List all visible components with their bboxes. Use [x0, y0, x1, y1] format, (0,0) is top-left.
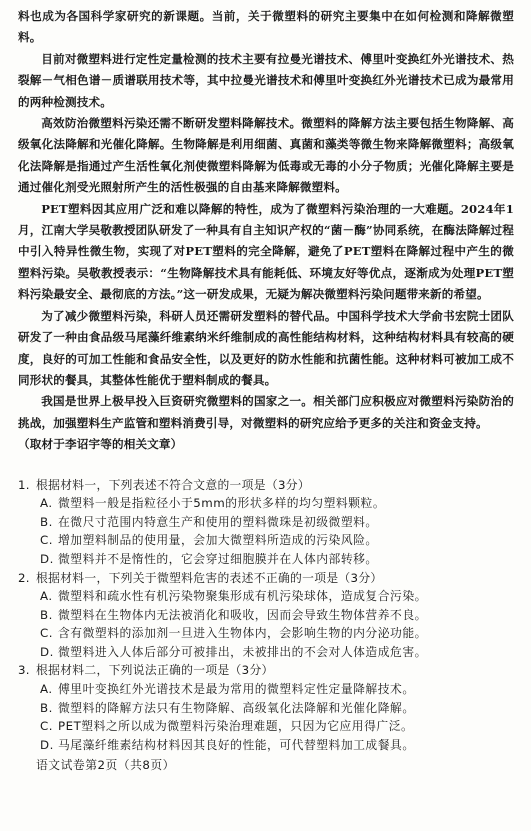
- question-1: [18, 476, 514, 569]
- option-b[interactable]: B. 微塑料的降解方法只有生物降解、高级氧化法降解和光催化降解。: [40, 700, 415, 715]
- option-c[interactable]: C. 增加塑料制品的使用量，会加大微塑料所造成的污染风险。: [40, 533, 378, 548]
- passage-paragraph-3: 高效防治微塑料污染还需不断研发塑料降解技术。微塑料的降解方法主要包括生物降解、高级氧化法降解和光催化降解。生物降解是利用细菌、真菌和藻类等微生物来降解微塑料；高级氧化法降解是指通过产生活性氧化剂使微塑料降解为低毒或无毒的小分子物质；光催化降解主要是通过催化剂受光照射所产生的活性极强的自由基来降解微塑料。: [18, 116, 514, 195]
- question-3: [18, 661, 514, 754]
- passage-paragraph-1: 料也成为各国科学家研究的新课题。当前，关于微塑料的研究主要集中在如何检测和降解微塑料。: [18, 9, 514, 45]
- option-d[interactable]: D. 马尾藻纤维素结构材料因其良好的性能，可代替塑料加工成餐具。: [40, 737, 415, 752]
- option-b[interactable]: B. 在微尺寸范围内特意生产和使用的塑料微珠是初级微塑料。: [40, 514, 378, 529]
- question-2: [18, 569, 514, 662]
- question-number: 3.: [18, 663, 30, 678]
- option-a[interactable]: A. 微塑料一般是指粒径小于5mm的形状多样的均匀塑料颗粒。: [40, 496, 386, 511]
- option-c[interactable]: C. 含有微塑料的添加剂一旦进入生物体内，会影响生物的内分泌功能。: [40, 626, 427, 641]
- question-stem: [18, 569, 514, 588]
- option-a[interactable]: A. 傅里叶变换红外光谱技术是最为常用的微塑料定性定量降解技术。: [40, 682, 415, 697]
- exam-page: [18, 6, 514, 775]
- question-text: 根据材料二，下列说法正确的一项是（3分）: [36, 663, 274, 678]
- option-a[interactable]: A. 微塑料和疏水性有机污染物聚集形成有机污染球体，造成复合污染。: [40, 589, 427, 604]
- question-stem: [18, 476, 514, 495]
- option-d[interactable]: D. 微塑料进入人体后部分可被排出，未被排出的不会对人体造成危害。: [40, 644, 427, 659]
- question-stem: [18, 661, 514, 680]
- question-number: 2.: [18, 570, 30, 585]
- question-text: 根据材料一，下列关于微塑料危害的表述不正确的一项是（3分）: [36, 570, 383, 585]
- question-list: [18, 476, 514, 755]
- reading-passage: [18, 6, 514, 456]
- option-d[interactable]: D. 微塑料并不是惰性的，它会穿过细胞膜并在人体内部转移。: [40, 551, 378, 566]
- page-footer: 语文试卷第2页（共8页）: [36, 758, 175, 773]
- question-text: 根据材料一，下列表述不符合文意的一项是（3分）: [36, 477, 310, 492]
- option-c[interactable]: C. PET塑料之所以成为微塑料污染治理难题，只因为它应用得广泛。: [40, 719, 414, 734]
- passage-paragraph-5: 为了减少微塑料污染，科研人员还需研发塑料的替代品。中国科学技术大学俞书宏院士团队研发了一种由食品级马尾藻纤维素纳米纤维制成的高性能结构材料，这种结构材料具有较高的硬度，良好的可加工性能和食品安全性，以及更好的防水性能和抗菌性能。这种材料可被加工成不同形状的餐具，其整体性能优于塑料制成的餐具。: [18, 308, 514, 387]
- passage-source: （取材于李诏宇等的相关文章）: [18, 437, 183, 452]
- passage-paragraph-4: PET塑料因其应用广泛和难以降解的特性，成为了微塑料污染治理的一大难题。2024年1月，江南大学吴敬教授团队研发了一种具有自主知识产权的“菌－酶”协同系统，在酶法降解过程中引入特异性微生物，实现了对PET塑料的完全降解，避免了PET塑料在降解过程中产生的微塑料污染。吴敬教授表示：“生物降解技术具有能耗低、环境友好等优点，逐渐成为处理PET塑料污染最安全、最彻底的方法。”这一研发成果，无疑为解决微塑料污染问题带来新的希望。: [18, 201, 514, 302]
- passage-paragraph-6: 我国是世界上极早投入巨资研究微塑料的国家之一。相关部门应积极应对微塑料污染防治的挑战，加强塑料生产监管和塑料消费引导，对微塑料的研究应给予更多的关注和资金支持。: [18, 394, 514, 430]
- question-number: 1.: [18, 477, 30, 492]
- option-b[interactable]: B. 微塑料在生物体内无法被消化和吸收，因而会导致生物体营养不良。: [40, 607, 427, 622]
- passage-paragraph-2: 目前对微塑料进行定性定量检测的技术主要有拉曼光谱技术、傅里叶变换红外光谱技术、热裂解－气相色谱－质谱联用技术等，其中拉曼光谱技术和傅里叶变换红外光谱技术已成为最常用的两种检测技术。: [18, 51, 514, 109]
